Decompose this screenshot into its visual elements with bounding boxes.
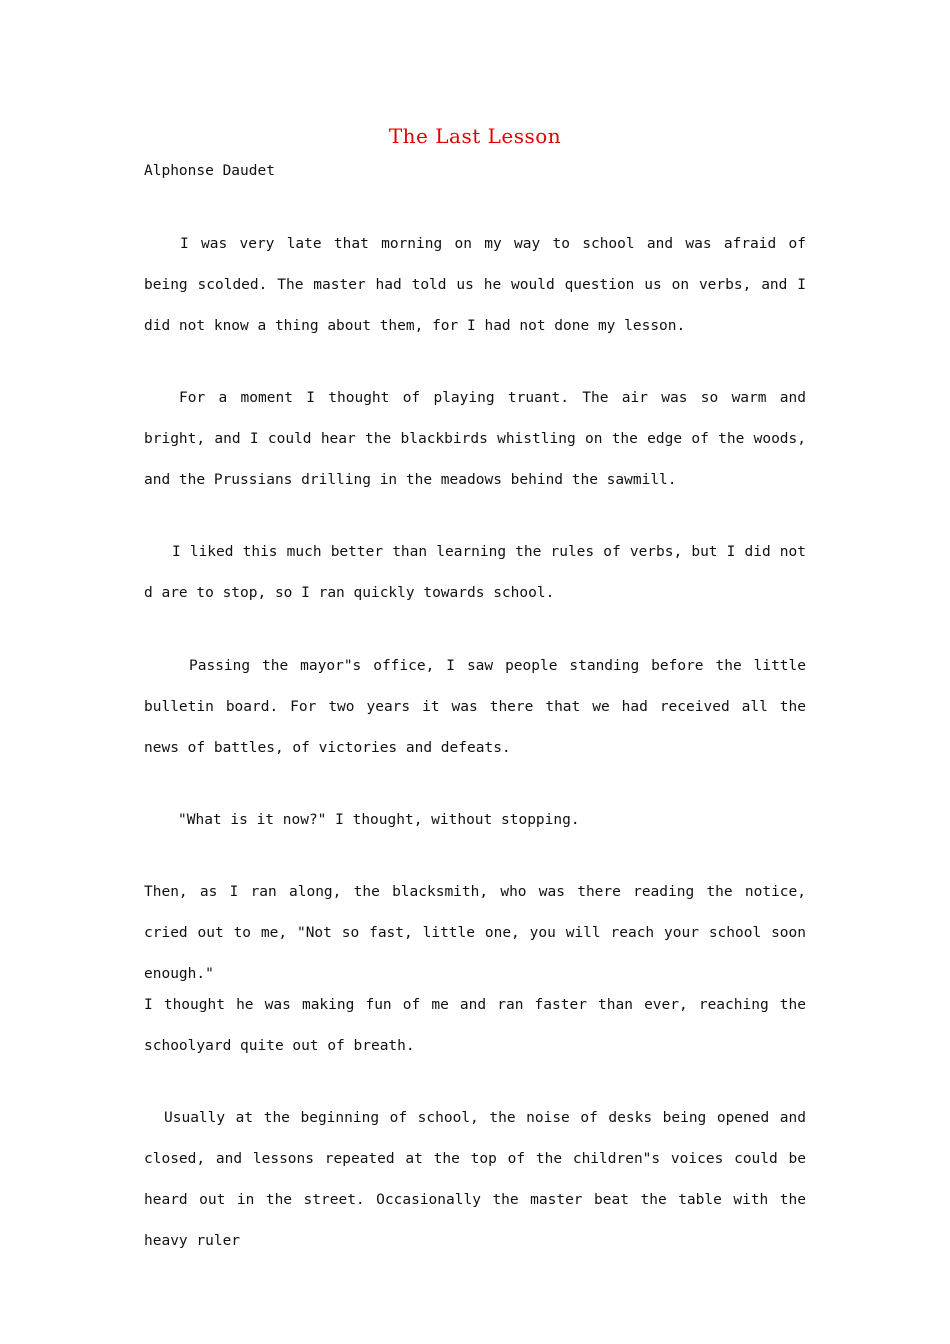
author-name: Alphonse Daudet: [144, 163, 275, 179]
paragraph-3: I liked this much better than learning the rules of verbs, but I did not d are to stop, so I ran quickly towards school.: [144, 544, 806, 601]
paragraph-4: Passing the mayor"s office, I saw people standing before the little bulletin board. For two years it was there that we had received all the news of battles, of victories and defeats.: [144, 658, 806, 756]
paragraph-5: "What is it now?" I thought, without stopping.: [178, 812, 580, 828]
paragraph-7: I thought he was making fun of me and ran faster than ever, reaching the schoolyard quite out of breath.: [144, 997, 806, 1054]
paragraph-1: I was very late that morning on my way to school and was afraid of being scolded. The master had told us he would question us on verbs, and I did not know a thing about them, for I had not done my lesson.: [144, 236, 806, 334]
paragraph-2: For a moment I thought of playing truant. The air was so warm and bright, and I could hear the blackbirds whistling on the edge of the woods, and the Prussians drilling in the meadows behind the sawmill.: [144, 390, 806, 488]
document-title: The Last Lesson: [388, 124, 562, 148]
paragraph-6: Then, as I ran along, the blacksmith, who was there reading the notice, cried out to me, "Not so fast, little one, you will reach your school soon enough.": [144, 884, 806, 982]
paragraph-8: Usually at the beginning of school, the noise of desks being opened and closed, and lessons repeated at the top of the children"s voices could be heard out in the street. Occasionally the master beat the table with the heavy ruler: [144, 1110, 806, 1249]
